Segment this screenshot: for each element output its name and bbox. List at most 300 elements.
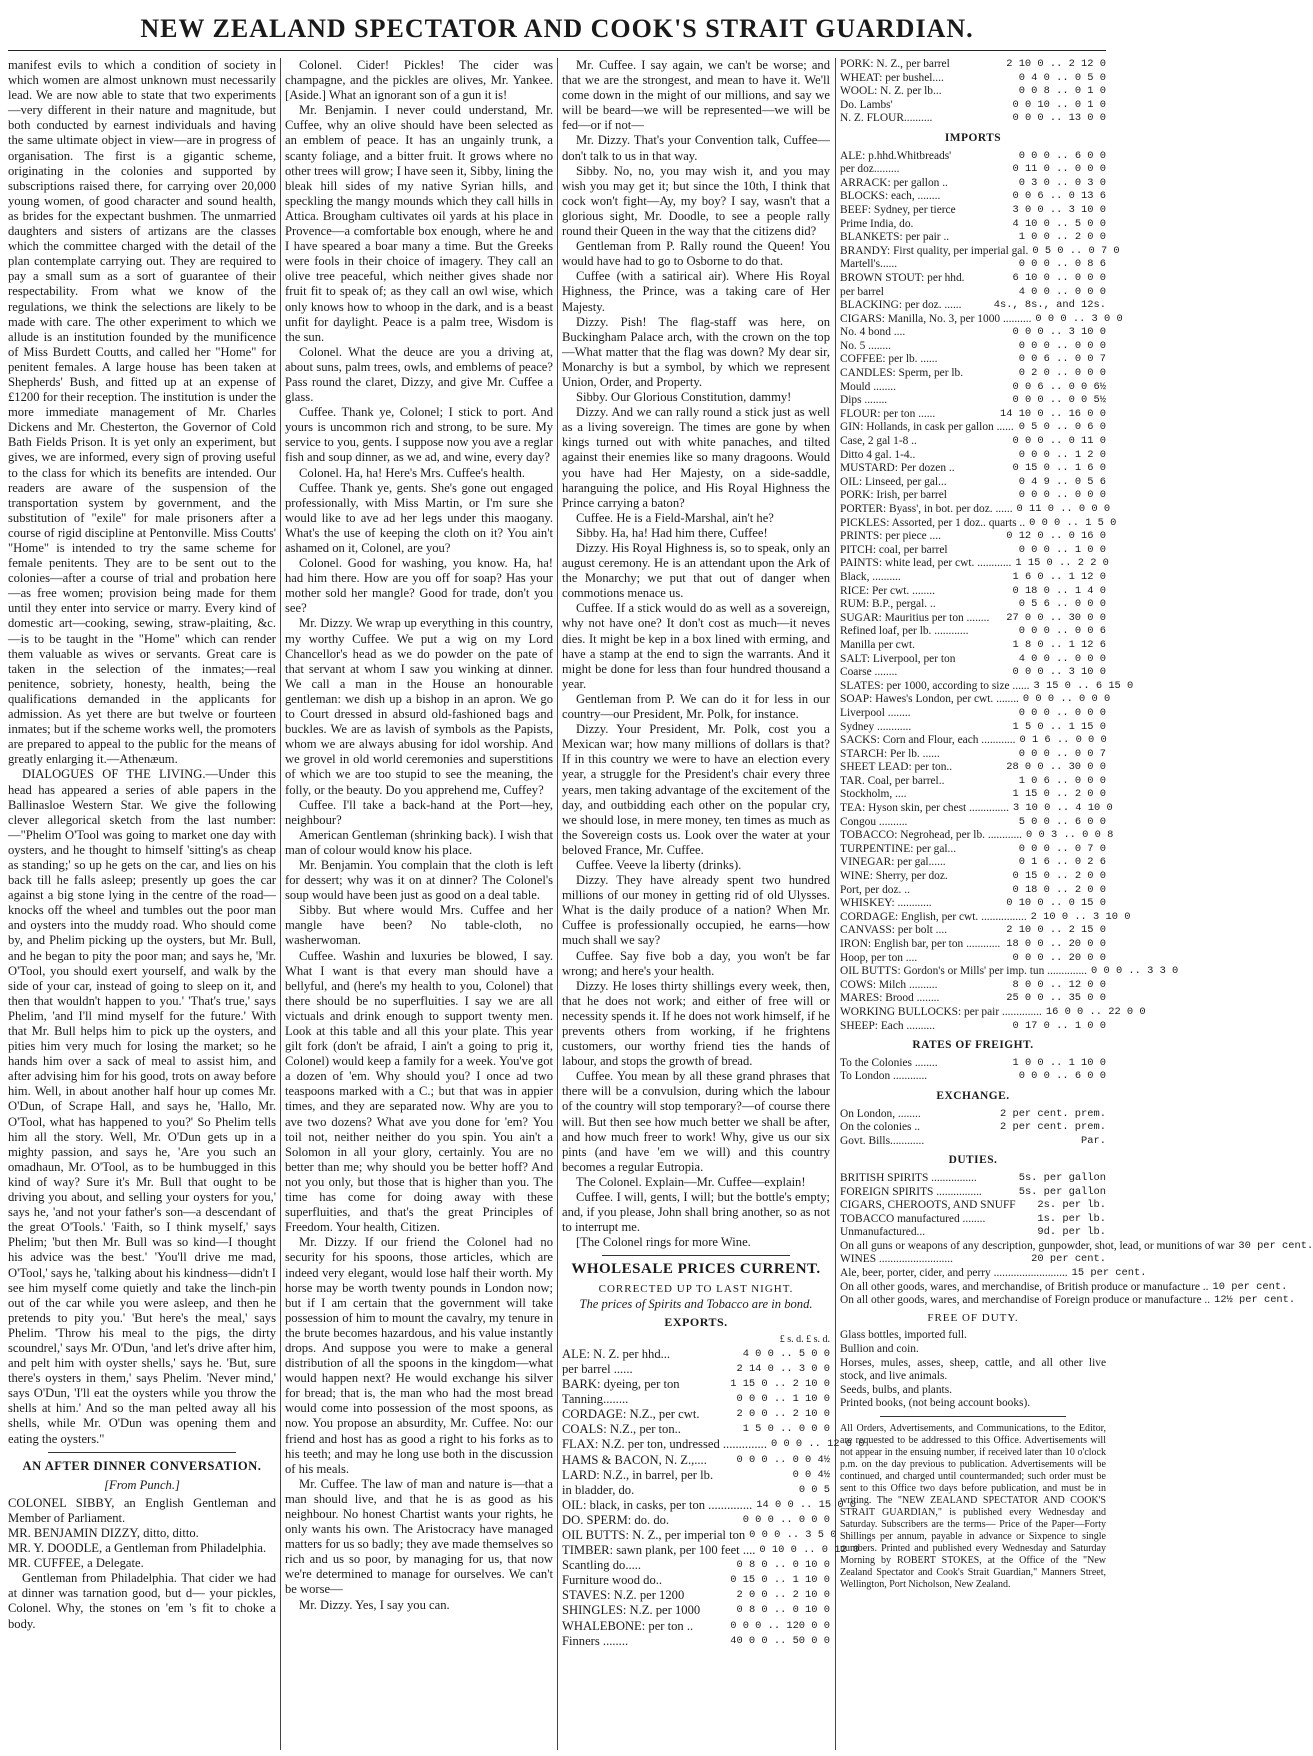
prices-note: The prices of Spirits and Tobacco are in bond. <box>579 1296 813 1311</box>
price-value: 18 0 0 .. 20 0 0 <box>1006 938 1106 950</box>
price-item: BROWN STOUT: per hhd. <box>840 271 965 284</box>
price-value: 0 5 0 .. 0 6 0 <box>1018 421 1106 434</box>
dialogue-paragraph: Mr. Dizzy. Yes, I say you can. <box>299 1597 450 1612</box>
price-item: ALE: N. Z. per hhd... <box>562 1346 671 1361</box>
price-row <box>840 707 1106 721</box>
price-value: 2 0 0 .. 2 10 0 <box>736 1408 830 1421</box>
price-item: SHINGLES: N.Z. per 1000 <box>562 1603 701 1618</box>
price-item: LARD: N.Z., in barrel, per lb. <box>562 1467 714 1482</box>
freight-table <box>840 1057 1106 1084</box>
column-divider <box>835 58 836 1750</box>
dialogue-paragraph: Sibby. Ha, ha! Had him there, Cuffee! <box>576 525 768 540</box>
price-item: WHISKEY: ............ <box>840 897 932 910</box>
price-value: 0 0 0 .. 0 0 0 <box>1018 489 1106 502</box>
price-value: 0 0 0 .. 0 0 4½ <box>736 1453 830 1466</box>
price-row <box>840 557 1109 571</box>
price-item: per barrel ...... <box>562 1361 633 1376</box>
price-item: Unmanufactured... <box>840 1226 926 1239</box>
price-value: 0 0 0 .. 3 0 0 <box>1035 312 1123 325</box>
price-item: TOBACCO: Negrohead, per lb. ............ <box>840 829 1023 842</box>
price-item: STAVES: N.Z. per 1200 <box>562 1588 685 1603</box>
price-item: BRANDY: First quality, per imperial gal. <box>840 244 1029 257</box>
price-row <box>840 340 1106 354</box>
price-row <box>840 476 1106 490</box>
price-row <box>840 58 1106 72</box>
price-row <box>840 856 1106 870</box>
price-row <box>840 761 1106 775</box>
price-row <box>840 299 1106 313</box>
price-row <box>840 1239 1313 1254</box>
price-row <box>840 952 1106 966</box>
price-item: MARES: Brood ........ <box>840 992 940 1005</box>
dialogue-paragraph: Mr. Dizzy. If our friend the Colonel had no security for his spoons, those articles, which are indeed very elegant, would lose half their worth. My horse may be worth twenty pounds in London now; but if I am certain that the government will take possession of him to mount the cavalry, my tenure in the brute becomes hazardous, and his value instantly drops. And suppose you were to make a general distribution of all the spoons in the kingdom—what would happen next? He would exchange his silver for bread; that is, the man who had the most bread would come into possession of the most spoons, as now. You propose an absurdity, Mr. Cuffee. No: our friend and host has as good a right to his forks as to his teeth; and may he long use both in the discussion of his meals. <box>285 1235 553 1476</box>
price-item: OIL BUTTS: N. Z., per imperial ton <box>562 1528 746 1542</box>
price-value: 0 0 0 .. 13 0 0 <box>1012 112 1106 125</box>
price-row <box>562 1483 830 1498</box>
free-item: Bullion and coin. <box>840 1343 919 1356</box>
price-item: CANDLES: Sperm, per lb. <box>840 367 964 380</box>
price-row <box>840 585 1106 599</box>
price-item: FOREIGN SPIRITS ................ <box>840 1185 982 1198</box>
price-row <box>562 1453 830 1468</box>
price-item: PORK: Irish, per barrel <box>840 489 947 502</box>
price-value: 1s. per lb. <box>1037 1212 1106 1225</box>
price-row <box>840 1267 1147 1281</box>
price-row <box>840 85 1106 99</box>
price-value: 0 18 0 .. 2 0 0 <box>1012 883 1106 896</box>
price-row <box>840 1294 1296 1308</box>
price-row <box>840 112 1106 126</box>
price-row <box>840 829 1114 843</box>
price-item: SALT: Liverpool, per ton <box>840 652 956 665</box>
price-value: 3 15 0 .. 6 15 0 <box>1033 679 1134 692</box>
price-item: TIMBER: sawn plank, per 100 feet .... <box>562 1543 756 1558</box>
price-row <box>840 788 1106 802</box>
price-row <box>562 1543 860 1558</box>
price-row <box>840 421 1106 435</box>
price-item: TOBACCO manufactured ........ <box>840 1212 986 1225</box>
column-2 <box>285 58 553 1750</box>
column-divider <box>280 58 281 1750</box>
price-row <box>840 612 1106 626</box>
cast-line: MR. CUFFEE, a Delegate. <box>8 1556 144 1571</box>
price-value: 0 3 0 .. 0 3 0 <box>1018 176 1106 189</box>
price-value: 0 0 0 .. 0 0 6 <box>1018 625 1106 638</box>
price-row <box>562 1362 830 1377</box>
price-item: Liverpool ........ <box>840 706 911 719</box>
price-item: ARRACK: per gallon .. <box>840 176 948 189</box>
price-item: BARK: dyeing, per ton <box>562 1377 680 1392</box>
price-row <box>840 394 1106 408</box>
price-item: Ditto 4 gal. 1-4.. <box>840 448 916 461</box>
price-row <box>840 924 1106 938</box>
price-item: N. Z. FLOUR.......... <box>840 112 933 125</box>
price-value: 0 5 6 .. 0 0 0 <box>1018 598 1106 611</box>
prices-subheading: CORRECTED UP TO LAST NIGHT. <box>598 1282 794 1295</box>
column-4 <box>840 58 1313 1750</box>
dialogue-source: [From Punch.] <box>104 1477 180 1492</box>
price-row <box>840 312 1123 327</box>
price-item: OIL BUTTS: Gordon's or Mills' per imp. tun .............. <box>840 965 1087 978</box>
price-value: 3 10 0 .. 4 10 0 <box>1012 802 1113 815</box>
price-value: 0 17 0 .. 1 0 0 <box>1012 1019 1106 1032</box>
price-value: 0 0 0 .. 3 5 0 <box>749 1529 837 1541</box>
dialogue-paragraph: Sibby. No, no, you may wish it, and you may wish you may get it; but since the 10th, I think that cock won't fight—Ay, my boy? I say, wasn't that a glorious sight, Mr. Doodle, to see a people rally round their Queen in the way that the citizens did? <box>562 163 830 239</box>
price-item: OIL: black, in casks, per ton .............. <box>562 1497 753 1512</box>
cast-line: COLONEL SIBBY, an English Gentleman and Member of Parliament. <box>8 1495 276 1525</box>
cast-line: MR. Y. DOODLE, a Gentleman from Philadelphia. <box>8 1541 267 1556</box>
dialogue-paragraph: Colonel. Ha, ha! Here's Mrs. Cuffee's health. <box>299 465 526 480</box>
price-value: 0 18 0 .. 1 4 0 <box>1012 584 1106 597</box>
price-item: COALS: N.Z., per ton.. <box>562 1422 681 1437</box>
price-row <box>840 516 1117 531</box>
price-item: To the Colonies ........ <box>840 1056 938 1069</box>
price-item: Scantling do..... <box>562 1558 642 1573</box>
price-item: PITCH: coal, per barrel <box>840 543 948 556</box>
price-row <box>840 910 1131 925</box>
price-row <box>562 1347 830 1362</box>
dialogue-paragraph: Cuffee. He is a Field-Marshal, ain't he? <box>576 510 774 525</box>
price-value: 0 2 0 .. 0 0 0 <box>1018 367 1106 380</box>
price-value: 0 8 0 .. 0 10 0 <box>736 1604 830 1617</box>
price-row <box>840 625 1106 639</box>
price-item: IRON: English bar, per ton ............ <box>840 938 1001 950</box>
price-item: Case, 2 gal 1-8 .. <box>840 435 917 448</box>
article-paragraph: DIALOGUES OF THE LIVING.—Under this head has appeared a series of able papers in the Ballinasloe Western Star. We give the following clever allegorical sketch from the last number:—"Phelim O'Tool was going to market one day with oysters, and he thought to himself 'sitting's as cheap as standing;' so up he gets on the car, and lies on his back till he falls asleep; presently up goes the car against a big stone lying in the centre of the road—knocks off the wheel and tumbles out the poor man and oysters into the muddy road. Who should come by, and Phelim picking up the oysters, but Mr. Bull, and he began to pity the poor man; and says he, 'Mr. O'Tool, you should exert yourself, and walk by the side of your car, instead of going to sleep on it, and then that wouldn't happen to you.' 'That's true,' says Phelim, 'and I'll mind myself for the future.' With that Mr. Bull helps him to pick up the oysters, and pities him very much for losing the market; so he hands him over a sack of meal to assist him, and after advising him for his good, trots on away before him. Well, in about another half hour up comes Mr. O'Dun, of Scrape Hall, and says he, 'Hallo, Mr. O'Tool, what has happened to you?' So Phelim tells him all the story. Well, Mr. O'Dun gets up in a mighty passion, and says he, 'Are you such an omadhaun, Mr. O'Tool, as to be humbugged in this kind of way? Sure it's Mr. Bull that ought to be driving you about, and selling your oysters for you,' says he, 'and not your father's son—a descendant of the great O'Tools.' 'Faith, so I think myself,' says Phelim; 'but then Mr. Bull was so kind—I thought his advice was the best.' 'You'll drive me mad, O'Tool,' says he, 'talking about his kindness—didn't I see him myself come quietly and take the linch-pin out of the car while you were asleep, and then he pretends to pity you.' 'But here's the meal,' says Phelim. 'Throw his meal to the pigs, the dirty scoundrel,' says Mr. O'Dun, 'and let's drive after him, and pelt him with oyster shells,' says he. 'But, sure there's oysters in them,' says Phelim. 'Never mind,' says O'Dun, 'I'll eat the oysters while you throw the shells at him.' And so the man pelted away all his shells, while Mr. O'Dun was opening them and eating the oysters." <box>8 767 276 1446</box>
dialogue-paragraph: Cuffee. Thank ye, Colonel; I stick to port. And yours is uncommon rich and strong, to be sure. My service to you, gents. I suppose now you ave a reglar fish and soup dinner, as we ad, and wine, every day? <box>285 405 553 465</box>
price-row <box>840 965 1179 979</box>
top-prices-table <box>840 58 1106 126</box>
price-row <box>840 1135 1106 1149</box>
dialogue-paragraph: Gentleman from P. Rally round the Queen! You would have had to go to Osborne to do that. <box>562 239 830 269</box>
price-value: 0 11 0 .. 0 0 0 <box>1012 163 1106 176</box>
price-item: SACKS: Corn and Flour, each ............ <box>840 734 1016 747</box>
dialogue-paragraph: Cuffee. Thank ye, gents. She's gone out engaged professionally, with Miss Martin, or I'm sure she would like to ave ad her legs under this maogany. What's the use of keeping the cloth on it? You ain't ashamed on it, Colonel, are you? <box>285 480 553 555</box>
column-divider <box>557 58 558 1750</box>
price-value: 14 0 0 .. 15 0 0 <box>756 1498 857 1511</box>
price-item: TAR. Coal, per barrel.. <box>840 774 945 787</box>
price-row <box>840 721 1106 735</box>
price-row <box>840 843 1106 857</box>
price-item: On all other goods, wares, and merchandise, of British produce or manufacture .. <box>840 1280 1209 1293</box>
price-value: 1 15 0 .. 2 0 0 <box>1012 788 1106 801</box>
dialogue-paragraph: Mr. Benjamin. You complain that the cloth is left for dessert; why was it on at dinner? The Colonel's soup would have been just as good on a deal table. <box>285 857 553 903</box>
price-row <box>840 870 1106 884</box>
price-value: 4 0 0 .. 0 0 0 <box>1018 285 1106 298</box>
price-value: 0 0 10 .. 0 1 0 <box>1012 98 1106 111</box>
price-row <box>840 408 1106 422</box>
exports-table <box>562 1346 865 1649</box>
price-value: 1 5 0 .. 0 0 0 <box>742 1423 830 1436</box>
price-value: 0 0 0 .. 0 11 0 <box>1012 435 1106 448</box>
price-item: Tanning........ <box>562 1392 629 1407</box>
price-value: 2 14 0 .. 3 0 0 <box>736 1362 830 1375</box>
price-row <box>562 1558 830 1573</box>
dialogue-paragraph: Sibby. But where would Mrs. Cuffee and her mangle have been? No table-cloth, no washerwoman. <box>285 903 553 948</box>
price-row <box>840 693 1111 707</box>
price-item: Hoop, per ton .... <box>840 951 918 964</box>
price-row <box>840 802 1113 816</box>
price-value: 0 15 0 .. 2 0 0 <box>1012 870 1106 883</box>
price-row <box>840 1057 1106 1071</box>
price-row <box>840 99 1106 113</box>
price-item: WINE: Sherry, per doz. <box>840 870 948 883</box>
price-value: 0 0 0 .. 0 0 0 <box>1018 339 1106 352</box>
price-value: 0 0 6 .. 0 13 6 <box>1012 190 1106 203</box>
price-value: 0 0 0 .. 3 10 0 <box>1012 326 1106 339</box>
price-row <box>562 1392 830 1407</box>
price-value: 10 per cent. <box>1212 1280 1288 1293</box>
price-row <box>840 734 1106 748</box>
price-row <box>840 544 1106 558</box>
price-value: 2 10 0 .. 2 12 0 <box>1006 58 1106 70</box>
price-item: Finners ........ <box>562 1633 629 1648</box>
price-item: PAINTS: white lead, per cwt. ............ <box>840 557 1012 570</box>
price-value: 0 0 0 .. 0 0 5½ <box>1012 394 1106 407</box>
price-row <box>840 272 1106 286</box>
price-value: 4 10 0 .. 5 0 0 <box>1012 217 1106 230</box>
price-row <box>840 72 1106 86</box>
price-item: On all other goods, wares, and merchandise of Foreign produce or manufacture .. <box>840 1294 1211 1307</box>
price-item: No. 4 bond .... <box>840 326 906 339</box>
price-item: On the colonies .. <box>840 1121 921 1134</box>
dialogue-paragraph: Mr. Dizzy. That's your Convention talk, Cuffee—don't talk to us in that way. <box>562 133 830 163</box>
price-item: SHEET LEAD: per ton.. <box>840 761 953 774</box>
price-value: 0 0 0 .. 12 0 0 <box>770 1438 865 1451</box>
price-row <box>840 258 1106 272</box>
price-row <box>840 979 1106 993</box>
price-row <box>562 1437 865 1452</box>
masthead-rule <box>8 50 1106 51</box>
price-row <box>840 1121 1106 1135</box>
free-item: Printed books, (not being account books). <box>840 1397 1031 1410</box>
price-item: On all guns or weapons of any description, gunpowder, shot, lead, or munitions of war <box>840 1239 1235 1252</box>
dialogue-paragraph: Mr. Benjamin. I never could understand, Mr. Cuffee, why an olive should have been selected as an emblem of peace. It has an ungainly trunk, a scanty foliage, and a bitter fruit. It grows where no other trees will grow; I have seen it, Sibby, lining the bleak hill sides of my native Syrian hills, and speckling the mangy mounds which they call hills in Attica. Brougham cultivates oil yards at his place in Provence—a comfortable box enough, where he and I have speared a boar many a time. But the Greeks were fools in their choice of imagery. They call an olive tree peaceful, which neither gives shade nor fruit fit to speak of; as they call an owl wise, which only knows how to whoop in the dark, and is a beast unfit for daylight. Peace is a palm tree, Wisdom is the sun. <box>285 103 553 344</box>
price-row <box>840 286 1106 300</box>
price-row <box>562 1634 830 1649</box>
dialogue-paragraph: Colonel. What the deuce are you a driving at, about suns, palm trees, owls, and emblems of peace? Pass round the claret, Dizzy, and give Mr. Cuffee a glass. <box>285 344 553 405</box>
duties-table <box>840 1171 1313 1308</box>
price-item: OIL: Linseed, per gal... <box>840 475 947 488</box>
price-value: 0 0 0 .. 1 0 0 <box>1018 543 1106 556</box>
price-row <box>840 1070 1106 1084</box>
dialogue-paragraph: Cuffee. If a stick would do as well as a sovereign, why not have one? It don't cost as much—it neves dies. It might be kep in a box lined with erming, and have a stamp at the end to sign the warrants. And it might be done for less than four hundred thousand a year. <box>562 601 830 691</box>
price-row <box>840 1280 1288 1295</box>
price-row <box>562 1377 830 1392</box>
price-value: 0 0 3 .. 0 0 8 <box>1026 829 1114 842</box>
price-value: 1 8 0 .. 1 12 6 <box>1012 638 1106 651</box>
price-value: 0 0 0 .. 1 10 0 <box>736 1393 830 1406</box>
price-item: PORTER: Byass', in bot. per doz. ...... <box>840 503 1013 515</box>
price-row <box>840 218 1106 232</box>
price-item: ALE: p.hhd.Whitbreads' <box>840 149 952 162</box>
price-item: CANVASS: per bolt .... <box>840 924 948 937</box>
price-item: CORDAGE: N.Z., per cwt. <box>562 1407 700 1422</box>
price-item: Prime India, do. <box>840 217 914 230</box>
price-item: Dips ........ <box>840 394 888 407</box>
dialogue-paragraph: Dizzy. He loses thirty shillings every week, then, that he does not work; and either of free will or necessity spends it. If he does not work himself, if he prevents others from working, if he frightens customers, our worthy friend ties the hands of labour, and stops the growth of bread. <box>562 978 830 1069</box>
dialogue-paragraph: Dizzy. And we can rally round a stick just as well as a living sovereign. The times are gone by when kings turned out with white panaches, and tilted against their enemies like so many dragoons. Would you have had Her Majesty, on a side-saddle, haranguing the police, and His Royal Highness the Prince carrying a baton? <box>562 405 830 510</box>
price-value: 0 0 0 .. 6 0 0 <box>1018 149 1106 162</box>
price-row <box>840 530 1106 544</box>
price-value: 28 0 0 .. 30 0 0 <box>1006 761 1106 774</box>
price-row <box>562 1513 830 1528</box>
price-item: Martell's...... <box>840 258 898 271</box>
price-row <box>562 1422 830 1437</box>
price-row <box>840 177 1106 191</box>
price-value: 16 0 0 .. 22 0 0 <box>1045 1005 1146 1018</box>
price-row <box>840 1226 1106 1240</box>
price-row <box>562 1588 830 1603</box>
price-row <box>840 938 1106 952</box>
price-value: 1 0 0 .. 2 0 0 <box>1018 231 1106 244</box>
price-row <box>840 1186 1106 1200</box>
price-value: 0 1 6 .. 0 2 6 <box>1018 856 1106 869</box>
price-item: GIN: Hollands, in cask per gallon ...... <box>840 421 1014 434</box>
price-value: 0 0 0 .. 1 5 0 <box>1029 516 1117 529</box>
dialogue-paragraph: Colonel. Cider! Pickles! The cider was champagne, and the pickles are olives, Mr. Yankee. [Aside.] What an ignorant son of a gun it is! <box>285 58 553 103</box>
dialogue-paragraph: Cuffee. You mean by all these grand phrases that there will be a convulsion, during which the labour of the country will stop temporary?—of course there will. But then see how much better we shall be after, and how much freer to work! Why, give us our six pints (and have 'em we will) and this country becomes a regular Eutropia. <box>562 1069 830 1174</box>
price-value: 8 0 0 .. 12 0 0 <box>1012 978 1106 991</box>
price-item: BLACKING: per doz. ...... <box>840 299 962 312</box>
free-item: Glass bottles, imported full. <box>840 1329 967 1342</box>
price-value: 2 0 0 .. 2 10 0 <box>736 1589 830 1602</box>
dialogue-paragraph: Gentleman from P. We can do it for less in our country—our President, Mr. Polk, for instance. <box>562 691 830 722</box>
price-row <box>840 816 1106 830</box>
price-row <box>840 435 1106 449</box>
price-value: 0 0 0 .. 0 8 6 <box>1018 258 1106 271</box>
price-row <box>840 381 1106 395</box>
price-value: 0 8 0 .. 0 10 0 <box>736 1559 830 1572</box>
dialogue-paragraph: Cuffee. Veeve la liberty (drinks). <box>576 857 742 872</box>
dialogue-paragraph: [The Colonel rings for more Wine. <box>576 1235 751 1250</box>
dialogue-paragraph: Mr. Cuffee. The law of man and nature is—that a man should live, and that he is as good as his neighbour. No honest Chartist wants your rights, he only wants his own. The Aristocracy have managed matters for us so badly; they ave made themselves so rich and us so poor, by managing for us, that now we're determined to manage for ourselves. We can't be worse— <box>285 1476 553 1597</box>
section-rule <box>602 1255 790 1256</box>
price-row <box>840 449 1106 463</box>
dialogue-paragraph: Colonel. Good for washing, you know. Ha, ha! had him there. How are you off for soap? Has your mother sold her mangle? Good for trade, don't you see? <box>285 556 553 616</box>
price-item: TURPENTINE: per gal... <box>840 842 957 855</box>
price-value: 0 0 8 .. 0 1 0 <box>1018 85 1106 98</box>
price-row <box>840 775 1106 789</box>
masthead-title: NEW ZEALAND SPECTATOR AND COOK'S STRAIT GUARDIAN. <box>140 14 974 43</box>
price-item: TEA: Hyson skin, per chest .............. <box>840 802 1009 815</box>
price-item: COWS: Milch .......... <box>840 978 938 991</box>
imports-table <box>840 149 1179 1034</box>
price-value: 0 10 0 .. 0 12 0 <box>759 1544 860 1557</box>
price-row <box>840 326 1106 340</box>
price-row <box>840 150 1106 164</box>
price-row <box>840 748 1106 762</box>
price-value: 0 1 6 .. 0 0 0 <box>1019 734 1107 747</box>
price-item: Ale, beer, porter, cider, and perry .......................... <box>840 1267 1068 1280</box>
price-row <box>562 1619 830 1634</box>
price-row <box>840 353 1106 367</box>
price-value: 1 0 6 .. 0 0 0 <box>1018 774 1106 787</box>
price-row <box>840 679 1134 694</box>
price-item: PORK: N. Z., per barrel <box>840 58 950 70</box>
price-item: CIGARS: Manilla, No. 3, per 1000 .......... <box>840 312 1032 325</box>
price-row <box>562 1468 830 1483</box>
price-item: FLOUR: per ton ...... <box>840 407 936 420</box>
price-item: BEEF: Sydney, per tierce <box>840 203 956 216</box>
price-item: WHEAT: per bushel.... <box>840 71 944 84</box>
price-item: VINEGAR: per gal...... <box>840 856 946 869</box>
price-item: WINES .......................... <box>840 1253 953 1266</box>
price-value: 0 0 5 <box>798 1483 830 1496</box>
price-value: 14 10 0 .. 16 0 0 <box>999 407 1106 420</box>
price-value: 12½ per cent. <box>1214 1294 1296 1307</box>
price-row <box>562 1573 830 1588</box>
dialogue-paragraph: Mr. Dizzy. We wrap up everything in this country, my worthy Cuffee. We put a wig on my Lord Chancellor's head as we do powder on the pate of that servant at whom I saw you winking at dinner. We call a man in the House an honourable gentleman: we dish up a bishop in an apron. We go to Court dressed in absurd old-fashioned bags and buckles. We are as lavish of symbols as the Papists, whom we are always abusing for idol worship. And we grovel in old world ceremonies and superstitions of which we are too stupid to see the meaning, the folly, or the beauty. Do you apprehend me, Cuffey? <box>285 616 553 797</box>
price-value: 4 0 0 .. 0 0 0 <box>1018 652 1106 665</box>
price-row <box>840 190 1106 204</box>
price-value: 0 0 0 .. 0 0 0 <box>1018 706 1106 719</box>
price-value: 0 12 0 .. 0 16 0 <box>1006 530 1106 543</box>
price-row <box>840 163 1106 177</box>
dialogue-paragraph: Mr. Cuffee. I say again, we can't be worse; and that we are the strongest, and mean to have it. We'll come down in the might of our millions, and say we will be beard—we will be represented—we will be fed—or if not— <box>562 58 830 133</box>
price-row <box>840 1213 1106 1227</box>
price-value: 1 5 0 .. 1 15 0 <box>1012 720 1106 733</box>
dialogue-paragraph: Dizzy. Pish! The flag-staff was here, on Buckingham Palace arch, with the crown on the top—What matter that the flag was down? My dear sir, Monarchy is but a symbol, by which we represent Union, Order, and Property. <box>562 314 830 389</box>
price-item: per barrel <box>840 285 884 298</box>
price-value: 1 15 0 .. 2 10 0 <box>730 1378 830 1391</box>
price-value: 0 0 6 .. 0 0 6½ <box>1012 380 1106 393</box>
dialogue-paragraph: Cuffee. Washin and luxuries be blowed, I say. What I want is that every man should have a bellyful, and (here's my health to you, Colonel) that there should be no superfluities. I say we are all victuals and drink enough to support twenty men. Look at this table and all this your plate. This year gilt fork (don't be afraid, I ain't a going to prig it, Colonel) would keep a family for a week. You've got a dozen of 'em. Why should you? I once ad two teaspoons marked with a C.; but that was in appier times, and they are separated now. Why are you to ave two dozens? What ave you done for 'em? You toil not, neither neither do you spin. You ain't a Solomon in all your glory, certainly. You are no better than me; why should you be better hoff? And not you only, but those that is higher than you. The time has come for doing away with these superfluities, and that's the great Principles of Freedom. Your health, Citizen. <box>285 948 553 1235</box>
price-value: 2 10 0 .. 3 10 0 <box>1030 910 1131 923</box>
price-value: 0 15 0 .. 1 10 0 <box>730 1574 830 1587</box>
free-item: Horses, mules, asses, sheep, cattle, and all other live stock, and live animals. <box>840 1356 1106 1383</box>
price-item: Black, .......... <box>840 570 901 583</box>
dialogue-paragraph: Dizzy. Your President, Mr. Polk, cost you a Mexican war; how many millions of dollars is that? If in this country we were to have an election every year, a struggle for the President's chair every three years, men taking advantage of the excitement of the day, and outbidding each other on the popular cry, we should lose, in mere money, ten times as much as the Sovereign costs us. Look over the water at your beloved France, Mr. Cuffee. <box>562 722 830 857</box>
price-value: 30 per cent. <box>1238 1239 1313 1252</box>
price-item: Stockholm, .... <box>840 788 907 801</box>
price-item: SUGAR: Mauritius per ton ........ <box>840 611 990 624</box>
price-row <box>840 992 1106 1006</box>
currency-columns: £ s. d. £ s. d. <box>779 1333 830 1345</box>
price-value: 5s. per gallon <box>1018 1171 1106 1184</box>
dialogue-paragraph: Dizzy. His Royal Highness is, so to speak, only an august ceremony. He is an attendant upon the Ark of the Monarchy; we put that out of danger when commotions menace us. <box>562 541 830 601</box>
cast-line: MR. BENJAMIN DIZZY, ditto, ditto. <box>8 1526 199 1540</box>
price-item: DO. SPERM: do. do. <box>562 1512 670 1527</box>
free-list <box>840 1329 1106 1411</box>
price-value: 1 6 0 .. 1 12 0 <box>1012 570 1106 583</box>
price-value: 9d. per lb. <box>1037 1226 1106 1239</box>
price-value: 0 10 0 .. 0 15 0 <box>1006 897 1106 910</box>
price-item: RICE: Per cwt. ........ <box>840 584 935 597</box>
price-value: 0 15 0 .. 1 6 0 <box>1012 462 1106 475</box>
dialogue-heading: AN AFTER DINNER CONVERSATION. <box>22 1458 262 1473</box>
dialogue-paragraph: Cuffee. I'll take a back-hand at the Port—hey, neighbour? <box>285 797 553 827</box>
dialogue-paragraph: The Colonel. Explain—Mr. Cuffee—explain! <box>576 1174 806 1189</box>
price-value: 0 0 0 .. 0 0 0 <box>1022 693 1111 706</box>
price-row <box>840 897 1106 911</box>
price-item: WOOL: N. Z. per lb... <box>840 85 942 98</box>
price-value: 5s. per gallon <box>1018 1185 1106 1198</box>
price-row <box>840 1253 1106 1267</box>
price-item: in bladder, do. <box>562 1482 635 1497</box>
price-item: PICKLES: Assorted, per 1 doz.. quarts .. <box>840 516 1026 529</box>
price-row <box>840 1199 1106 1213</box>
price-row <box>840 639 1106 653</box>
price-row <box>840 231 1106 245</box>
price-row <box>840 367 1106 381</box>
price-value: 20 per cent. <box>1031 1253 1106 1266</box>
price-value: 0 0 4½ <box>792 1468 830 1481</box>
price-value: 3 0 0 .. 3 10 0 <box>1012 203 1106 216</box>
price-item: STARCH: Per lb. ...... <box>840 747 940 760</box>
price-item: Manilla per cwt. <box>840 638 915 651</box>
price-row <box>840 653 1106 667</box>
